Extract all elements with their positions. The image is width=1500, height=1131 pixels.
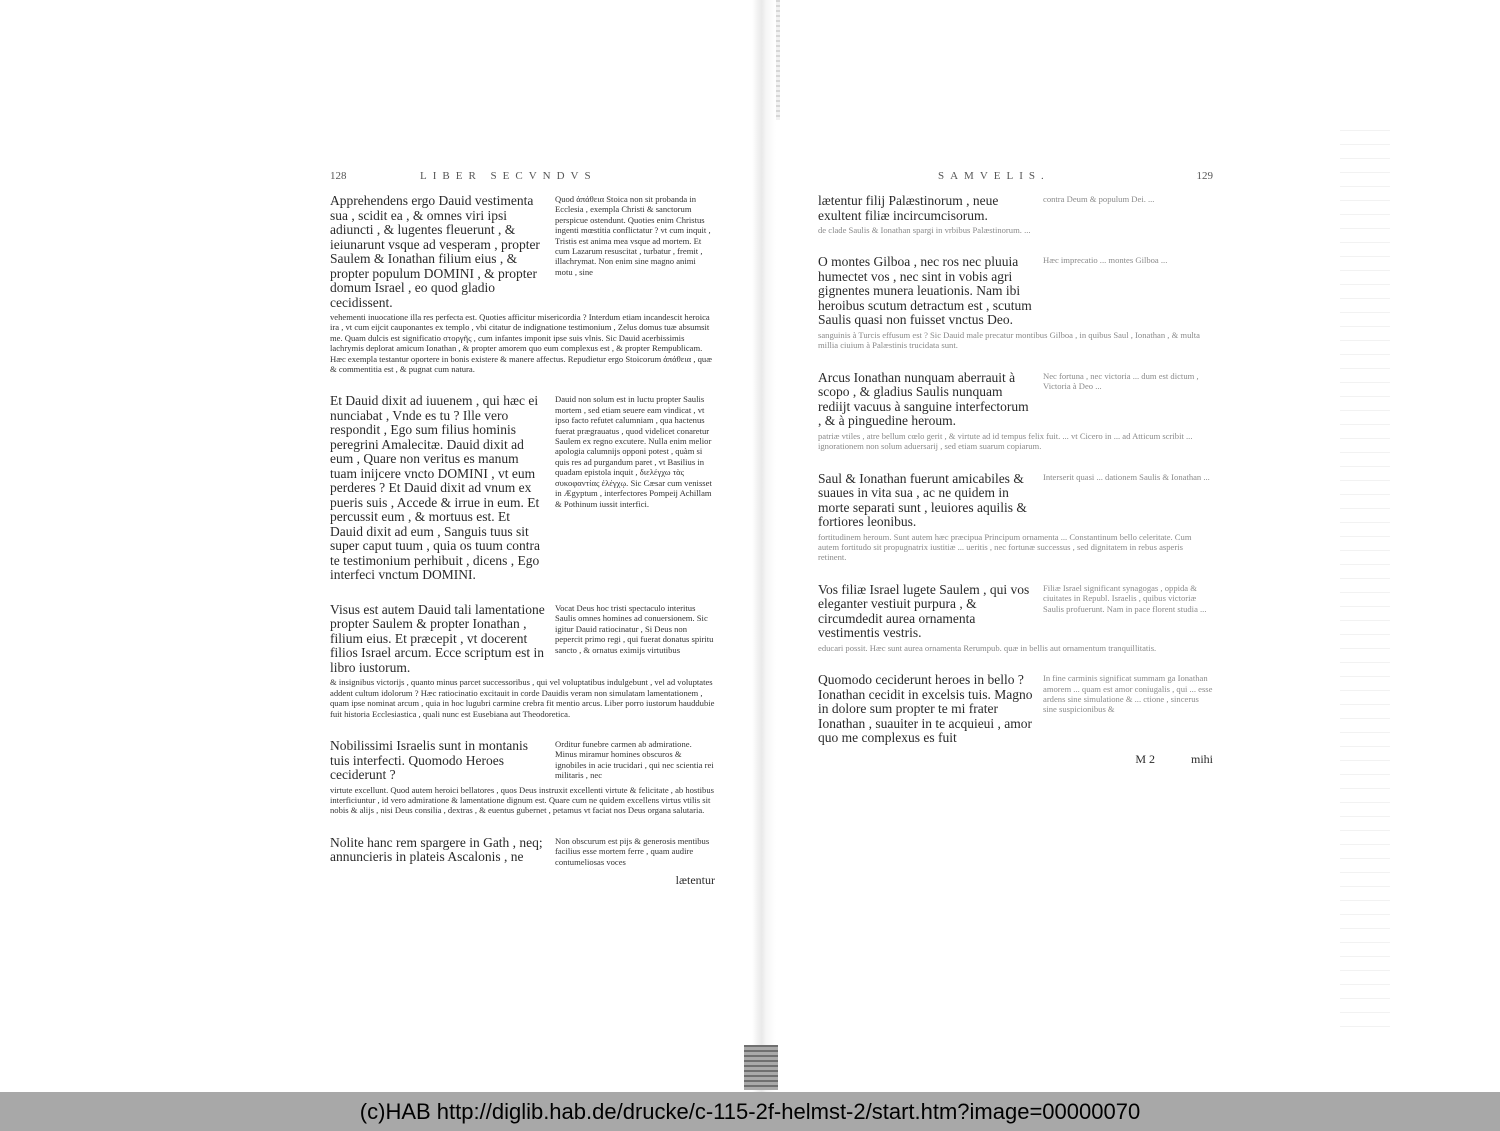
verse-text: Nobilissimi Israelis sunt in montanis tuis interfecti. Quomodo Heroes ceciderunt ? — [330, 738, 528, 783]
page-number: 129 — [1196, 170, 1213, 182]
catchword: mihi — [1190, 751, 1213, 766]
verse-block — [818, 472, 1213, 530]
commentary-note: Dauid non solum est in luctu propter Saulis mortem , sed etiam seuere eam vindicat , vt ipso facto refutet calumniam , qua hactenus fuerat prægrauatus , quod videlicet conaretur Saulem ex regno excutere. Nulla enim melior apologia calumnijs opponi potest , quàm si quis res ad purgandum paret , vt Basilius in quadam epistola inquit , διελέγχω τὰς συκοφαντίας ἐλέγχῳ. Sic Cæsar cum venisset in Ægyptum , interfectores Pompeij Achillam & Pothinum iussit interfici. — [555, 394, 712, 509]
page-edge — [1340, 130, 1390, 1030]
verse-text: Saul & Ionathan fuerunt amicabiles & suaues in vita sua , ac ne quidem in morte separati sunt , leuiores aquilis & fortiores leonibus. — [818, 470, 1027, 530]
verse-block — [330, 194, 715, 310]
verse-block — [818, 673, 1213, 746]
commentary-note: Non obscurum est pijs & generosis mentibus facilius esse mortem ferre , quam audire contumeliosas voces — [555, 835, 710, 867]
copyright-footer — [0, 1092, 1500, 1131]
commentary-continuation: patriæ vtiles , atre bellum cœlo gerit , & virtute ad id tempus felix fuit. ... vt Cicero in ... ad Atticum scribit ... ignorationem non solum aduersarij , sed etiam suarum copiarum. — [818, 430, 1193, 452]
signature-mark: M 2 — [1135, 751, 1155, 766]
catchword: lætentur — [675, 873, 715, 887]
verse-block — [330, 739, 715, 783]
commentary-note: Vocat Deus hoc tristi spectaculo interitus Saulis omnes homines ad conuersionem. Sic igitur Dauid ratiocinatur , Si Deus non pepercit primo regi , qui fuerat donatus spiritu sancto , & ornatus eximijs virtutibus — [555, 602, 714, 655]
commentary-continuation: sanguinis à Turcis effusum est ? Sic Dauid male precatur montibus Gilboa , in quibus Saul , Ionathan , & multa millia ciuium à Palæstinis trucidata sunt. — [818, 329, 1200, 351]
verse-text: O montes Gilboa , nec ros nec pluuia humectet vos , nec sint in vobis agri gignentes munera leuationis. Nam ibi heroibus scutum detractum est , scutum Saulis quasi non fuisset vnctus Deo. — [818, 254, 1032, 328]
verse-block — [330, 394, 715, 583]
verse-block — [330, 836, 715, 867]
commentary-note: Interserit quasi ... dationem Saulis & Ionathan ... — [1043, 471, 1210, 482]
commentary-note: Nec fortuna , nec victoria ... dum est dictum , Victoria à Deo ... — [1043, 370, 1199, 392]
commentary-note: contra Deum & populum Dei. ... — [1043, 194, 1155, 204]
verse-text: Arcus Ionathan nunquam aberrauit à scopo , & gladius Saulis nunquam rediijt vacuus à sanguine interfectorum , & à pinguedine heroum. — [818, 369, 1029, 429]
commentary-continuation: educari possit. Hæc sunt aurea ornamenta Rerumpub. quæ in bellis aut ornamentum tranquillitatis. — [818, 642, 1157, 653]
book-gutter — [752, 0, 776, 1092]
verse-text: Visus est autem Dauid tali lamentatione propter Saulem & propter Ionathan , filium eius. Et præcepit , vt docerent filios Israel arcum. Ecce scriptum est in libro iustorum. — [330, 601, 545, 675]
commentary-note: Hæc imprecatio ... montes Gilboa ... — [1043, 255, 1168, 266]
verse-text: Et Dauid dixit ad iuuenem , qui hæc ei nunciabat , Vnde es tu ? Ille vero respondit , Ego sum filius hominis peregrini Amalecitæ. Dauid dixit ad eum , Quare non veritus es manum tuam inijcere vncto DOMINI , vt eum perderes ? Et Dauid dixit ad vnum ex pueris suis , Accede & irrue in eum. Et percussit eum , & mortuus est. Et Dauid dixit ad eum , Sanguis tuus sit super caput tuum , quia os tuum contra te testimonium perhibuit , dicens , Ego interfeci vnctum DOMINI. — [330, 393, 540, 583]
commentary-continuation: de clade Saulis & Ionathan spargi in vrbibus Palæstinorum. ... — [818, 225, 1031, 235]
verse-block — [330, 603, 715, 676]
verse-text: Apprehendens ergo Dauid vestimenta sua , scidit ea , & omnes viri ipsi adiuncti , & lugentes fleuerunt , & ieiunarunt vsque ad vesperam , propter Saulem & Ionathan filium eius , & propter populum DOMINI , & propter domum Israel , eo quod gladio cecidissent. — [330, 193, 540, 310]
verse-block — [818, 371, 1213, 429]
footer-url-text[interactable]: (c)HAB http://diglib.hab.de/drucke/c-115-2f-helmst-2/start.htm?image=00000070 — [359, 1098, 1141, 1124]
page-footer-line — [818, 752, 1213, 767]
running-head-title: LIBER SECVNDVS — [420, 170, 597, 182]
page-tab-bottom — [744, 1045, 778, 1090]
commentary-continuation: & insignibus victorijs , quanto minus parcet successoribus , qui vel voluptatibus indulgebunt , vel ad voluptates addent cultum idolorum ? Hæc ratiocinatio excitauit in corde Dauidis veram non simulatam lamentationem , quam ipse nominat arcum , quia in hoc lugubri carmine crebra fit mentio arcus. Liber porro iustorum hauddubie fuit historia Ecclesiastica , quali nunc est Eusebiana aut Theodoretica. — [330, 677, 715, 719]
verse-text: Vos filiæ Israel lugete Saulem , qui vos eleganter vestiuit purpura , & circumdedit aurea ornamenta vestimentis vestris. — [818, 581, 1030, 641]
commentary-note: Filiæ Israel significant synagogas , oppida & ciuitates in Republ. Israelis , quibus victoriæ Saulis profuerunt. Nam in pace florent studia ... — [1043, 582, 1207, 614]
verse-block — [818, 194, 1213, 223]
page-number: 128 — [330, 170, 347, 182]
running-head — [818, 170, 1213, 188]
verse-text: lætentur filij Palæstinorum , neue exultent filiæ incircumcisorum. — [818, 193, 999, 223]
commentary-note: Orditur funebre carmen ab admiratione. Minus miramur homines obscuros & ignobiles in acie trucidari , qui nec scientia rei militaris , nec — [555, 739, 714, 781]
left-page — [330, 170, 715, 888]
right-page — [818, 170, 1213, 767]
verse-block — [818, 583, 1213, 641]
verse-text: Nolite hanc rem spargere in Gath , neq; annuncieris in plateis Ascalonis , ne — [330, 834, 543, 865]
verse-text: Quomodo ceciderunt heroes in bello ? Ionathan cecidit in excelsis tuis. Magno in dolore sum propter te mi frater Ionathan , suauiter in te acquieui , amor quo me complexus es fuit — [818, 672, 1033, 746]
running-head — [330, 170, 715, 188]
commentary-continuation: vehementi inuocatione illa res perfecta est. Quoties afficitur misericordia ? Interdum etiam incandescit heroica ira , vt cum eijcit cauponantes ex templo , vbi citatur de indignatione testimonium , Zelus domus tuæ absumsit me. Quam dulcis est significatio στοργῆς , cum infantes imponit ipse suis vlnis. Sic Dauid acerbissimis lachrymis deplorat amicum Ionathan , & propter amorem quo eum complexus est , & propter Rempublicam. Hæc exempla testantur oportere in bonis existere & manere affectus. Repudietur ergo Stoicorum ἀπάθεια , quæ & commentitia est , & pugnat cum natura. — [330, 312, 712, 375]
running-head-title: SAMVELIS. — [938, 170, 1050, 182]
verse-block — [818, 255, 1213, 328]
commentary-note: Quod ἀπάθεια Stoica non sit probanda in Ecclesia , exempla Christi & sanctorum perspicue ostendunt. Quoties enim Christus ingenti mœstitia conflictatur ? vt cum inquit , Tristis est anima mea vsque ad mortem. Et cum Lazarum resuscitat , turbatur , fremit , illachrymat. Non enim sine magno animi motu , sine — [555, 194, 711, 277]
commentary-continuation: fortitudinem heroum. Sunt autem hæc præcipua Principum ornamenta ... Constantinum bello celeritate. Cum autem fortitudo sit propugnatrix iustitiæ ... ueritis , nec fortunæ successus , sed dignitatem in rebus asperis retinent. — [818, 531, 1192, 563]
commentary-note: In fine carminis significat summam ga Ionathan amorem ... quam est amor coniugalis , qui ... esse ardens sine simulatione & ... ctione , sincerus sine suspicionibus & — [1043, 673, 1213, 715]
commentary-continuation: virtute excellunt. Quod autem heroici bellatores , quos Deus instruxit excellenti virtute & felicitate , ab hostibus interficiuntur , id vero admiratione & lamentatione dignum est. Quare cum ne quidem excellens virtus vtilis sit nobis & alijs , nisi Deus consilia , dextras , & euentus gubernet , petamus vt faciat nos Deus organa salutaria. — [330, 784, 714, 816]
